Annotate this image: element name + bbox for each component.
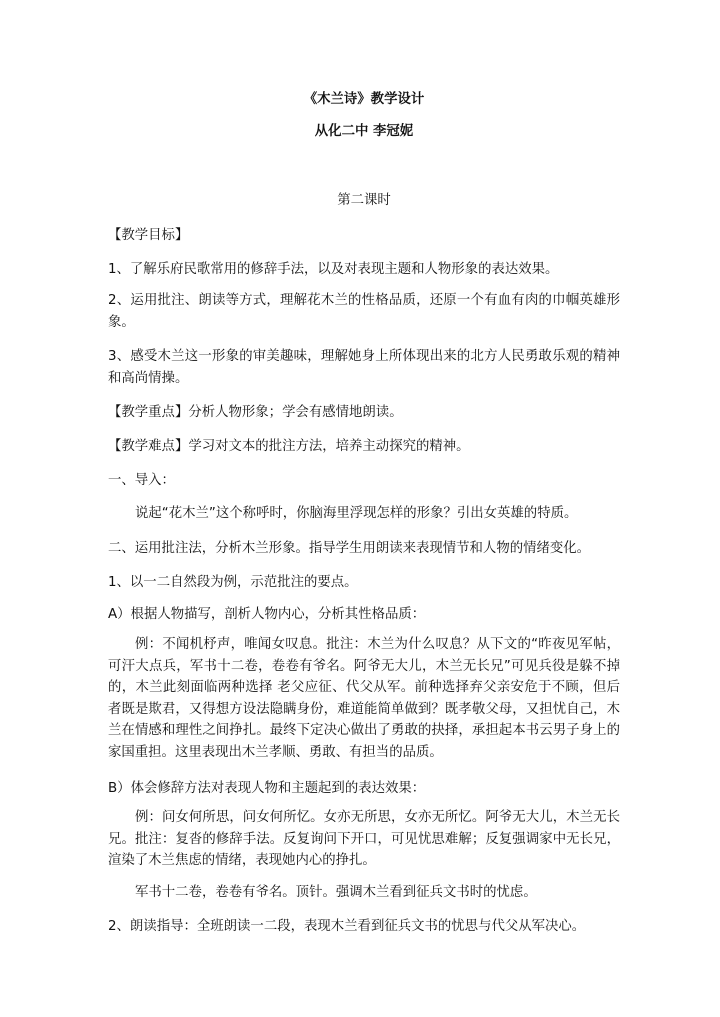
- document-title: 《木兰诗》教学设计: [303, 92, 425, 107]
- part-heading: B）体会修辞方法对表现人物和主题起到的表达效果：: [108, 781, 426, 796]
- step-item: 1、以一二自然段为例，示范批注的要点。: [108, 575, 358, 590]
- section-heading: 一、导入：: [108, 473, 175, 488]
- example-paragraph: 例：问女何所思，问女何所忆。女亦无所思，女亦无所忆。阿爷无大儿，木兰无长兄。批注：复沓的修辞手法。反复询问下开口，可见忧思难解；反复强调家中无长兄，渲染了木兰焦虑的情绪，表现她内心的挣扎。: [108, 810, 620, 868]
- difficulty: 【教学难点】学习对文本的批注方法，培养主动探究的精神。: [108, 439, 470, 454]
- objective-item: 3、感受木兰这一形象的审美趣味，理解她身上所体现出来的北方人民勇敢乐观的精神和高尚情操。: [108, 349, 620, 386]
- part-heading: A）根据人物描写，剖析人物内心，分析其性格品质：: [108, 607, 426, 622]
- section-text: 说起“花木兰”这个称呼时，你脑海里浮现怎样的形象？引出女英雄的特质。: [135, 506, 578, 521]
- section-heading: 二、运用批注法，分析木兰形象。指导学生用朗读来表现情节和人物的情绪变化。: [108, 541, 591, 556]
- objective-item: 2、运用批注、朗读等方式，理解花木兰的性格品质，还原一个有血有肉的巾帼英雄形象。: [108, 293, 620, 330]
- author-line: 从化二中 李冠妮: [314, 124, 414, 139]
- example-paragraph: 例：不闻机杼声，唯闻女叹息。批注：木兰为什么叹息？从下文的“昨夜见军帖，可汗大点兵，军书十二卷，卷卷有爷名。阿爷无大儿，木兰无长兄”可见兵役是躲不掉的，木兰此刻面临两种选择 老父应征、代父从军。前种选择弃父亲安危于不顾，但后者既是欺君，又得想方设法隐瞒身份，难道能简单做到？既孝敬父母，又担忧自己，木兰在情感和理性之间挣扎。最终下定决心做出了勇敢的抉择，承担起本书云男子身上的家国重担。这里表现出木兰孝顺、勇敢、有担当的品质。: [108, 637, 620, 760]
- lesson-label: 第二课时: [337, 193, 391, 208]
- example-extra: 军书十二卷，卷卷有爷名。顶针。强调木兰看到征兵文书时的忧虑。: [135, 885, 537, 900]
- objectives-heading: 【教学目标】: [108, 228, 189, 243]
- step-item: 2、朗读指导：全班朗读一二段，表现木兰看到征兵文书的忧思与代父从军决心。: [108, 919, 586, 934]
- objective-item: 1、了解乐府民歌常用的修辞手法，以及对表现主题和人物形象的表达效果。: [108, 262, 559, 277]
- key-point: 【教学重点】分析人物形象；学会有感情地朗读。: [108, 405, 403, 420]
